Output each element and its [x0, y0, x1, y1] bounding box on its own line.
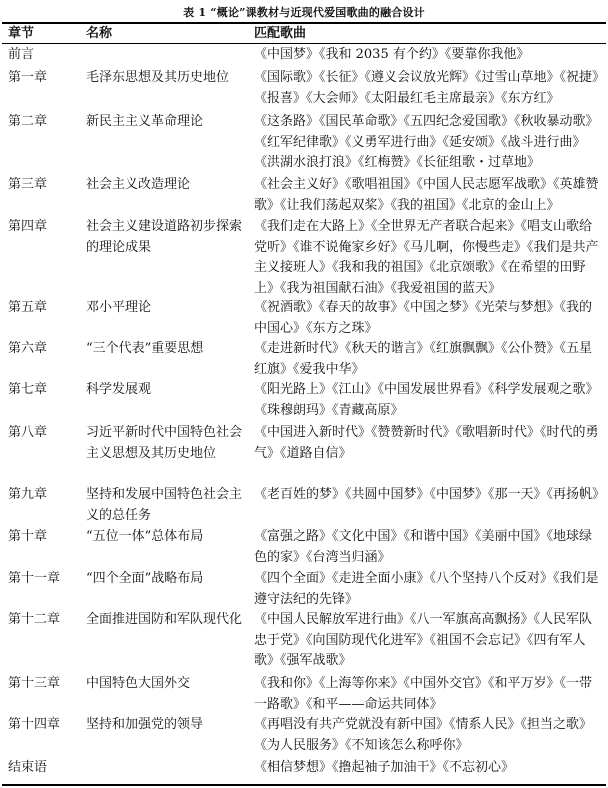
row-songs: 《我们走在大路上》《全世界无产者联合起来》《唱支山歌给党听》《谁不说俺家乡好》《马儿啊，你慢些走》《我们是共产主义接班人》《我和我的祖国》《北京颂歌》《在希望的田野上》《我为祖国献石油》《我爱祖国的蓝天》 [254, 219, 599, 296]
row-songs: 《祝酒歌》《春天的故事》《中国之梦》《光荣与梦想》《我的中国心》《东方之珠》 [254, 300, 593, 336]
row-songs: 《相信梦想》《撸起袖子加油干》《不忘初心》 [254, 760, 515, 775]
row-chapter: 第十一章 [8, 571, 61, 586]
row-songs: 《再唱没有共产党就没有新中国》《情系人民》《担当之歌》《为人民服务》《不知该怎么称呼你》 [254, 717, 593, 753]
row-chapter: 第一章 [8, 70, 48, 85]
table-header [0, 24, 608, 43]
row-songs: 《这条路》《国民革命歌》《五四纪念爱国歌》《秋收暴动歌》《红军纪律歌》《义勇军进行曲》《延安颂》《战斗进行曲》《洪湖水浪打浪》《红梅赞》《长征组歌・过草地》 [254, 114, 599, 170]
row-songs: 《四个全面》《走进全面小康》《八个坚持八个反对》《我们是遵守法纪的先锋》 [254, 571, 599, 607]
row-name: 中国特色大国外交 [86, 676, 191, 691]
row-name: “四个全面”战略布局 [86, 571, 204, 586]
row-chapter: 第二章 [8, 114, 48, 129]
row-songs: 《阳光路上》《江山》《中国发展世界看》《科学发展观之歌》《珠穆朗玛》《青藏高原》 [254, 382, 599, 418]
header-name: 名称 [86, 26, 113, 41]
table-header-rule [2, 43, 606, 44]
row-chapter: 第十三章 [8, 676, 61, 691]
row-chapter: 前言 [8, 47, 35, 62]
row-songs: 《富强之路》《文化中国》《和谐中国》《美丽中国》《地球绿色的家》《台湾当归涵》 [254, 529, 593, 565]
table-caption: 表 1 “概论”课教材与近现代爱国歌曲的融合设计 [183, 6, 425, 19]
row-chapter: 第三章 [8, 177, 48, 192]
row-name: 坚持和发展中国特色社会主义的总任务 [86, 487, 243, 523]
row-songs: 《中国进入新时代》《赞赞新时代》《歌唱新时代》《时代的勇气》《道路自信》 [254, 425, 599, 461]
row-chapter: 第十二章 [8, 612, 61, 627]
row-name: 社会主义建设道路初步探索的理论成果 [86, 219, 243, 255]
table-bottom-rule [2, 784, 606, 786]
row-name: 全面推进国防和军队现代化 [86, 612, 243, 627]
row-name: “五位一体”总体布局 [86, 529, 204, 544]
row-songs: 《社会主义好》《歌唱祖国》《中国人民志愿军战歌》《英雄赞歌》《让我们荡起双桨》《我的祖国》《北京的金山上》 [254, 177, 599, 213]
row-songs: 《走进新时代》《秋天的谐言》《红旗飘飘》《公仆赞》《五星红旗》《爱我中华》 [254, 341, 593, 377]
row-songs: 《我和你》《上海等你来》《中国外交官》《和平万岁》《一带一路歌》《和平——命运共同体》 [254, 676, 593, 712]
row-name: 毛泽东思想及其历史地位 [86, 70, 230, 85]
row-songs: 《中国人民解放军进行曲》《八一军旗高高飘扬》《人民军队忠于党》《向国防现代化进军》《祖国不会忘记》《四有军人歌》《强军战歌》 [254, 612, 593, 668]
row-name: 社会主义改造理论 [86, 177, 191, 192]
row-songs: 《老百姓的梦》《共圆中国梦》《中国梦》《那一天》《再扬帆》 [254, 487, 606, 502]
row-songs: 《国际歌》《长征》《遵义会议放光辉》《过雪山草地》《祝捷》《报喜》《大会师》《太阳最红毛主席最亲》《东方红》 [254, 70, 599, 106]
row-songs: 《中国梦》《我和 2035 有个约》《要靠你我他》 [254, 47, 530, 62]
row-chapter: 第六章 [8, 341, 48, 356]
row-name: 邓小平理论 [86, 300, 152, 315]
row-chapter: 第十四章 [8, 717, 61, 732]
row-name: 习近平新时代中国特色社会主义思想及其历史地位 [86, 425, 243, 461]
header-chapter: 章节 [8, 26, 35, 41]
row-chapter: 第八章 [8, 425, 48, 440]
row-name: 坚持和加强党的领导 [86, 717, 204, 732]
row-chapter: 第十章 [8, 529, 48, 544]
row-name: 科学发展观 [86, 382, 152, 397]
row-chapter: 第七章 [8, 382, 48, 397]
row-chapter: 第四章 [8, 219, 48, 234]
row-chapter: 第九章 [8, 487, 48, 502]
row-name: 新民主主义革命理论 [86, 114, 204, 129]
header-songs: 匹配歌曲 [254, 26, 307, 41]
row-chapter: 第五章 [8, 300, 48, 315]
row-chapter: 结束语 [8, 760, 48, 775]
row-name: “三个代表”重要思想 [86, 341, 204, 356]
